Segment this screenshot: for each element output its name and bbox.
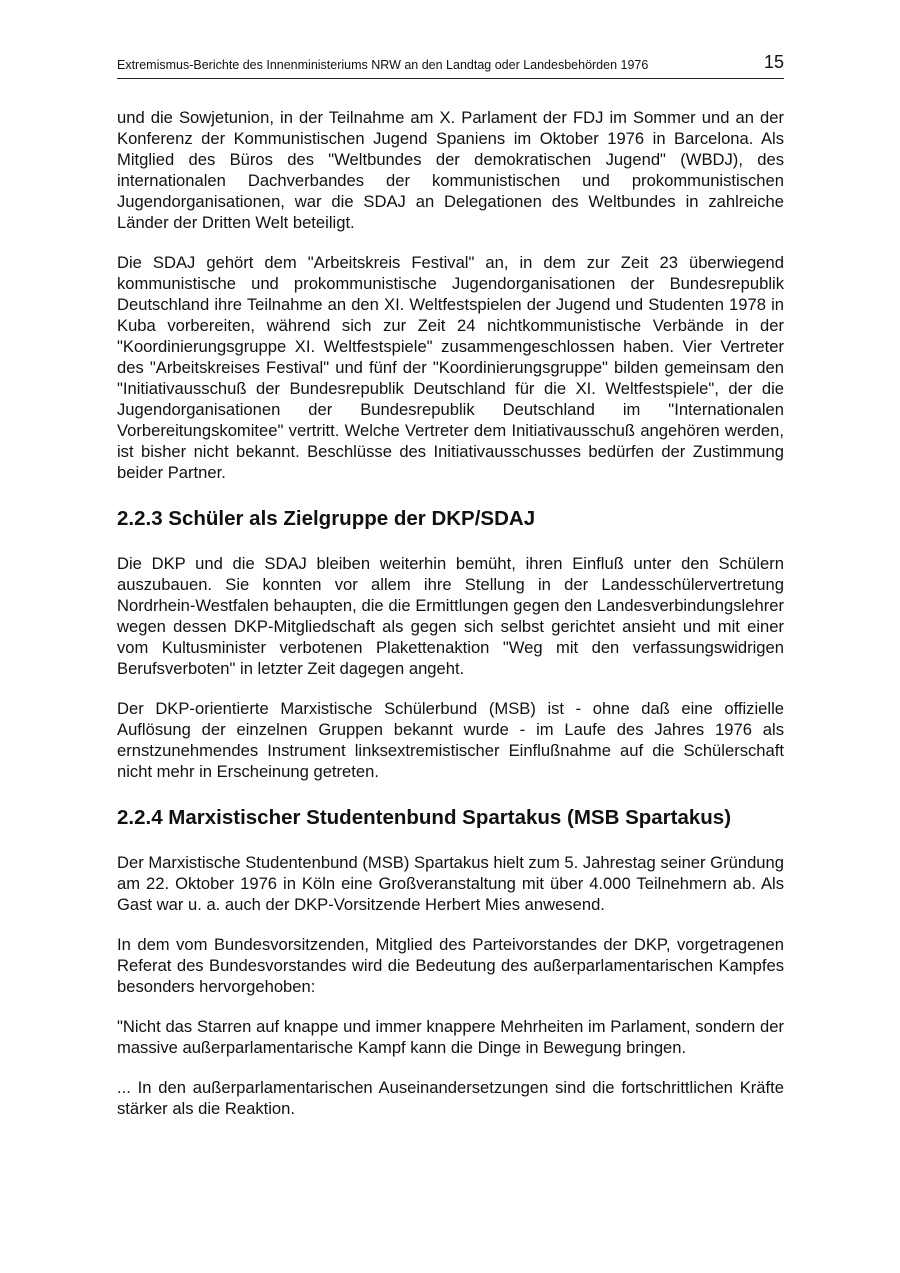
paragraph: Der Marxistische Studentenbund (MSB) Spartakus hielt zum 5. Jahrestag seiner Gründung am 22. Oktober 1976 in Köln eine Großveranstaltung mit über 4.000 Teilnehmern ab. Als Gast war u. a. auch der DKP-Vorsitzende Herbert Mies anwesend. [117,853,784,914]
section-heading-2-2-3: 2.2.3 Schüler als Zielgruppe der DKP/SDAJ [117,507,536,530]
header-title: Extremismus-Berichte des Innenministeriums NRW an den Landtag oder Landesbehörden 1976 [117,58,649,72]
page-number: 15 [763,52,784,72]
paragraph: Die DKP und die SDAJ bleiben weiterhin bemüht, ihren Einfluß unter den Schülern auszubauen. Sie konnten vor allem ihre Stellung in der Landesschülervertretung Nordrhein-Westfalen behaupten, die die Ermittlungen gegen den Landesverbindungslehrer wegen dessen DKP-Mitgliedschaft als gegen sich selbst gerichtet ansieht und mit einer vom Kultusminister verbotenen Plakettenaktion "Weg mit den verfassungswidrigen Berufsverboten" in letzter Zeit dagegen angeht. [117,554,784,678]
document-page [117,52,784,1119]
quote-paragraph: ... In den außerparlamentarischen Auseinandersetzungen sind die fortschrittlichen Kräfte stärker als die Reaktion. [117,1078,784,1118]
paragraph: Der DKP-orientierte Marxistische Schülerbund (MSB) ist - ohne daß eine offizielle Auflösung der einzelnen Gruppen bekannt wurde - im Laufe des Jahres 1976 als ernstzunehmendes Instrument linksextremistischer Einflußnahme auf die Schülerschaft nicht mehr in Erscheinung getreten. [117,699,784,781]
quote-paragraph: "Nicht das Starren auf knappe und immer knappere Mehrheiten im Parlament, sondern der massive außerparlamentarische Kampf kann die Dinge in Bewegung bringen. [117,1017,784,1057]
paragraph: Die SDAJ gehört dem "Arbeitskreis Festival" an, in dem zur Zeit 23 überwiegend kommunistische und prokommunistische Jugendorganisationen der Bundesrepublik Deutschland ihre Teilnahme an den XI. Weltfestspielen der Jugend und Studenten 1978 in Kuba vorbereiten, während sich zur Zeit 24 nichtkommunistische Verbände in der "Koordinierungsgruppe XI. Weltfestspiele" zusammengeschlossen haben. Vier Vertreter des "Arbeitskreises Festival" und fünf der "Koordinierungsgruppe" bilden gemeinsam den "Initiativausschuß der Bundesrepublik Deutschland für die XI. Weltfestspiele", der die Jugendorganisationen der Bundesrepublik Deutschland im "Internationalen Vorbereitungskomitee" vertritt. Welche Vertreter dem Initiativausschuß angehören werden, ist bisher nicht bekannt. Beschlüsse des Initiativausschusses bedürfen der Zustimmung beider Partner. [117,253,784,482]
document-body [117,107,784,1119]
paragraph: und die Sowjetunion, in der Teilnahme am X. Parlament der FDJ im Sommer und an der Konferenz der Kommunistischen Jugend Spaniens im Oktober 1976 in Barcelona. Als Mitglied des Büros des "Weltbundes der demokratischen Jugend" (WBDJ), des internationalen Dachverbandes der kommunistischen und prokommunistischen Jugendorganisationen, war die SDAJ an Delegationen des Weltbundes in zahlreiche Länder der Dritten Welt beteiligt. [117,108,784,232]
paragraph: In dem vom Bundesvorsitzenden, Mitglied des Parteivorstandes der DKP, vorgetragenen Referat des Bundesvorstandes wird die Bedeutung des außerparlamentarischen Kampfes besonders hervorgehoben: [117,935,784,996]
section-heading-2-2-4: 2.2.4 Marxistischer Studentenbund Spartakus (MSB Spartakus) [117,806,732,829]
running-header [117,52,784,79]
